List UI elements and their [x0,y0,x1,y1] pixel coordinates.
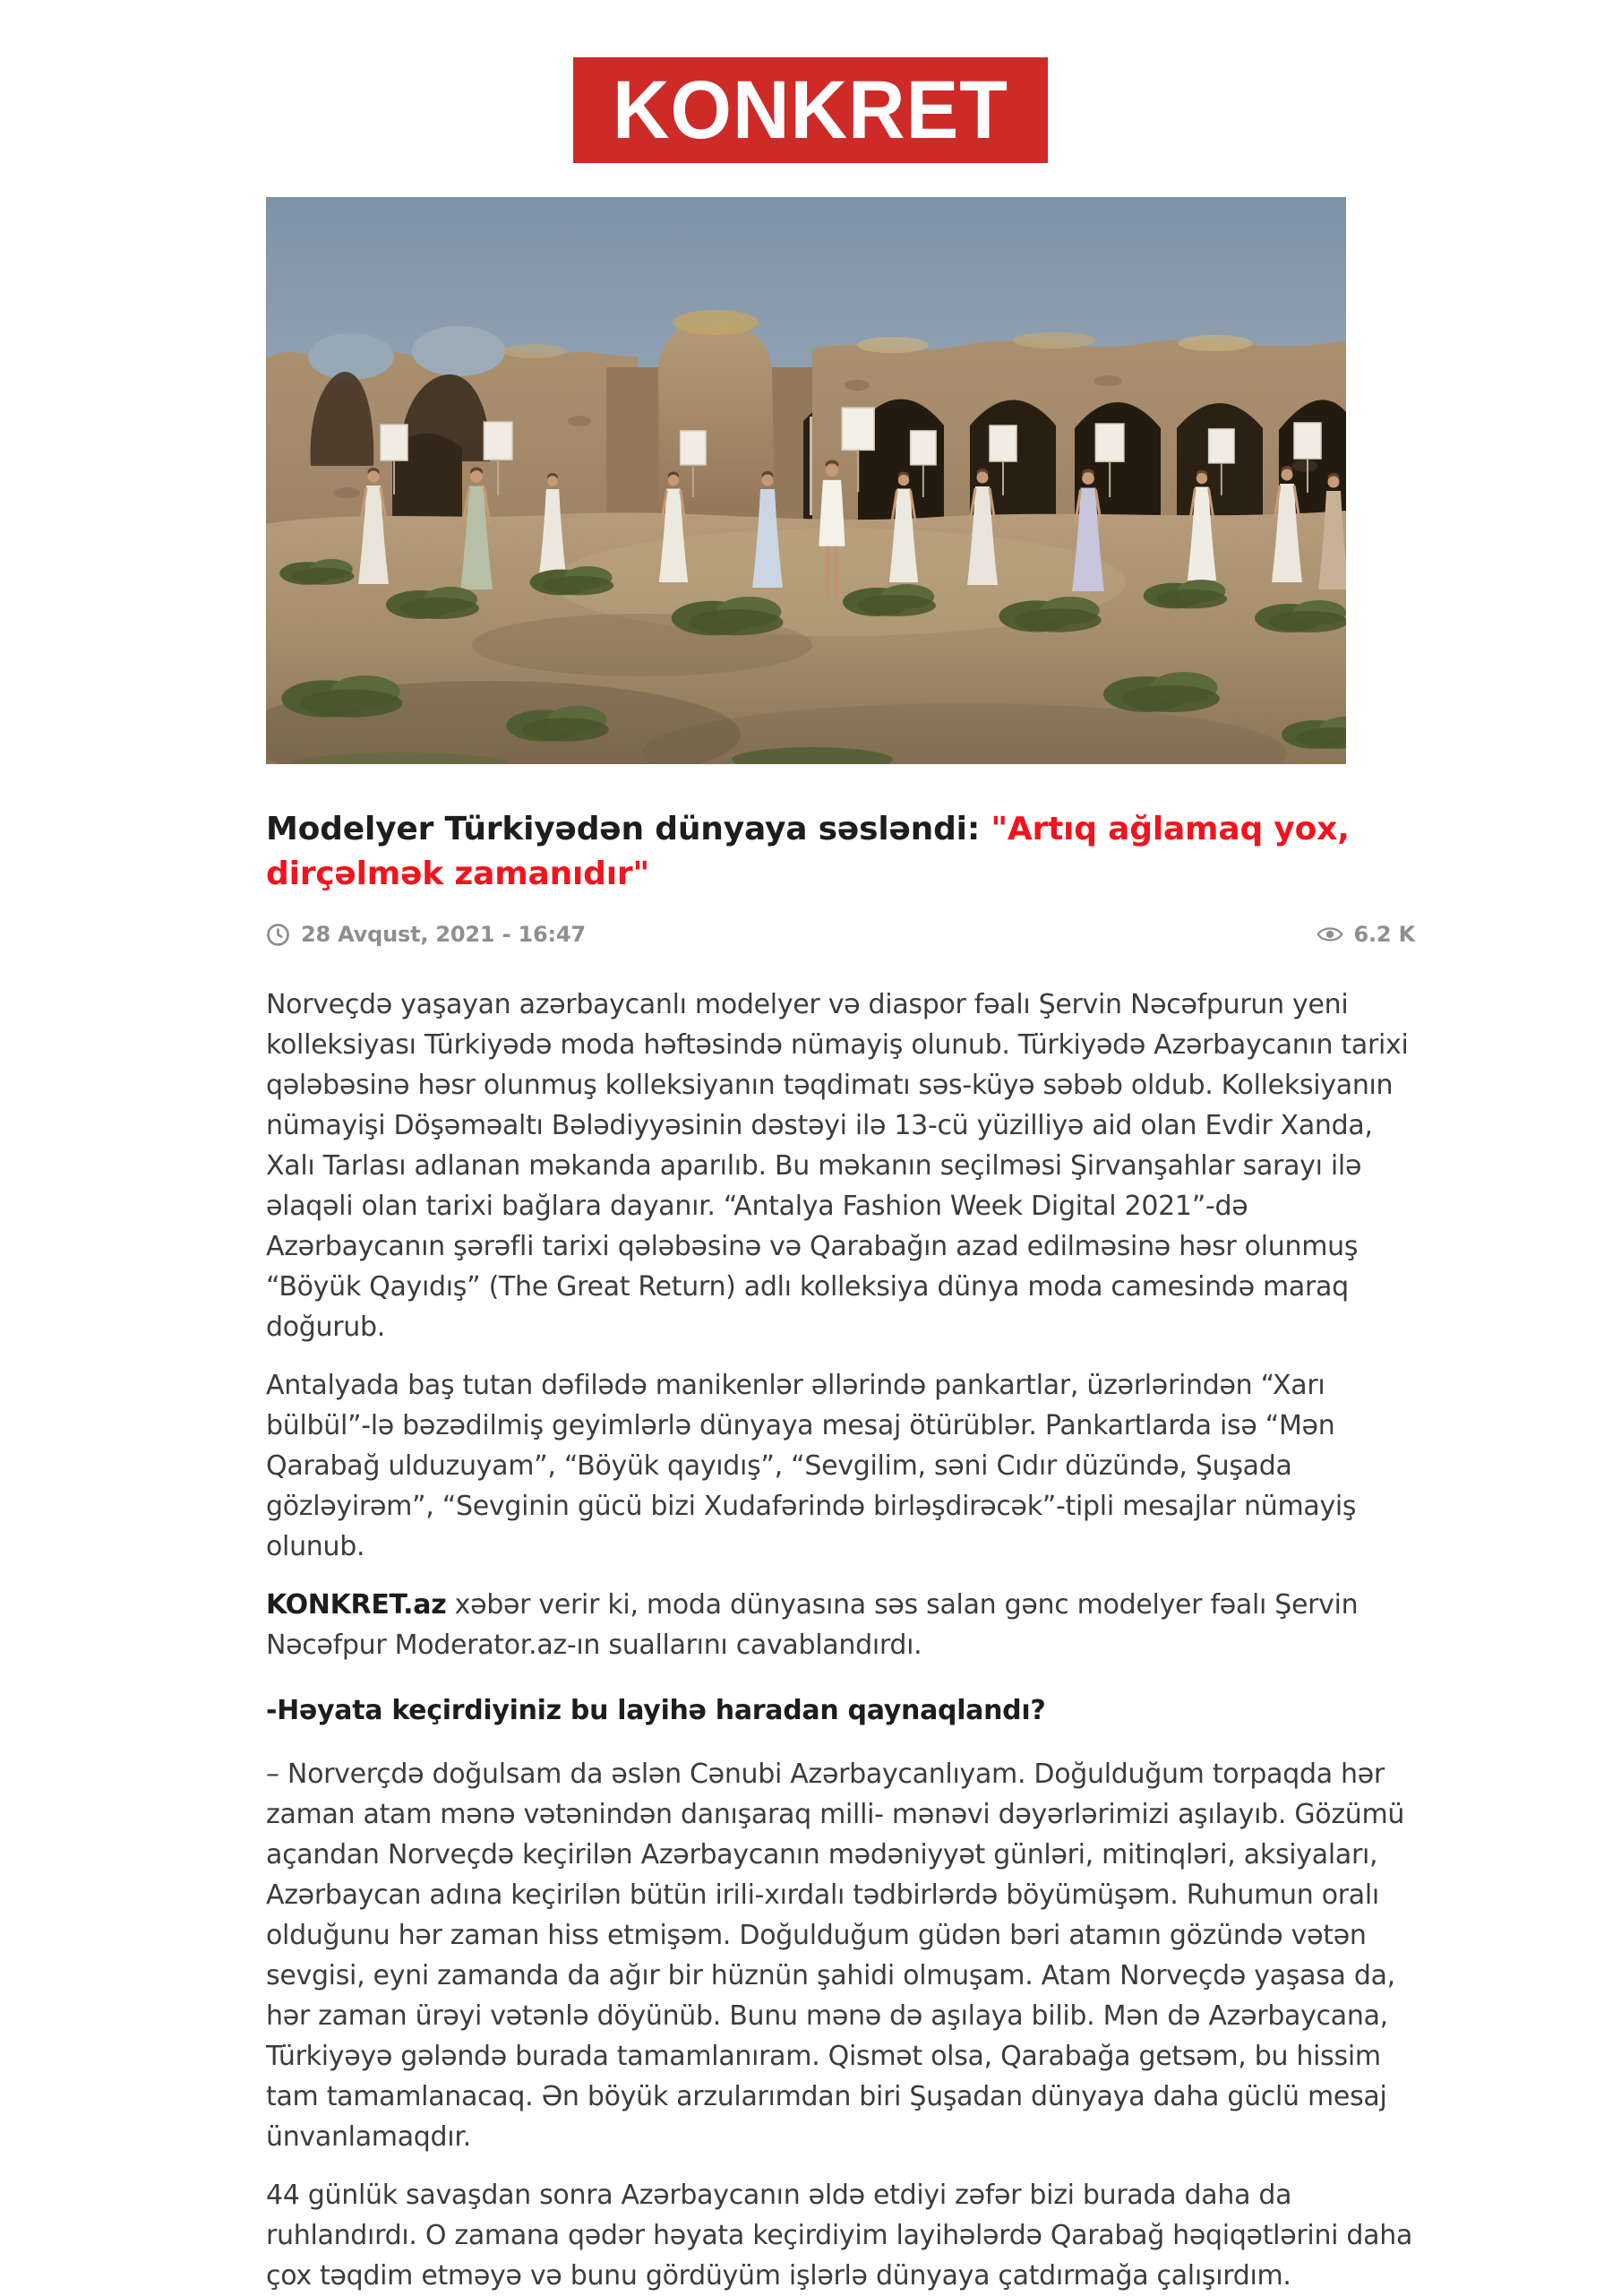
page-title [266,807,1377,897]
site-header [0,0,1621,163]
article-body [266,985,1415,2296]
clock-icon [266,923,290,947]
site-logo[interactable] [573,57,1048,163]
interview-question: -Həyata keçirdiyiniz bu layihə haradan qaynaqlandı? [266,1695,1046,1726]
paragraph-3 [266,1585,1415,1665]
article-meta [266,922,1415,947]
eye-icon [1317,924,1343,945]
article-hero-image [266,197,1346,764]
title-main-text: Modelyer Türkiyədən dünyaya səsləndi: [266,811,991,847]
paragraph-2: Antalyada baş tutan dəfilədə manikenlər əllərində pankartlar, üzərlərindən “Xarı bülbül”-lə bəzədilmiş geyimlərlə dünyaya mesaj ötürüblər. Pankartlarda isə “Mən Qarabağ ulduzuyam”, “Böyük qayıdış”, “Sevgilim, səni Cıdır düzündə, Şuşada gözləyirəm”, “Sevginin gücü bizi Xudafərində birləşdirəcək”-tipli mesajlar nümayiş olunub. [266,1370,1357,1562]
paragraph-3-text: xəbər verir ki, moda dünyasına səs salan gənc modelyer fəalı Şervin Nəcəfpur Moderator.az-ın suallarını cavablandırdı. [266,1589,1359,1661]
paragraph-1: Norveçdə yaşayan azərbaycanlı modelyer və diaspor fəalı Şervin Nəcəfpurun yeni kolleksiyası Türkiyədə moda həftəsində nümayiş olunub. Türkiyədə Azərbaycanın tarixi qələbəsinə həsr olunmuş kolleksiyanın təqdimatı səs-küyə səbəb oldub. Kolleksiyanın nümayişi Döşəməaltı Bələdiyyəsinin dəstəyi ilə 13-cü yüzilliyə aid olan Evdir Xanda, Xalı Tarlası adlanan məkanda aparılıb. Bu məkanın seçilməsi Şirvanşahlar sarayı ilə əlaqəli olan tarixi bağlara dayanır. “Antalya Fashion Week Digital 2021”-də Azərbaycanın şərəfli tarixi qələbəsinə və Qarabağın azad edilməsinə həsr olunmuş “Böyük Qayıdış” (The Great Return) adlı kolleksiya dünya moda camesində maraq doğurub. [266,989,1409,1343]
publish-date: 28 Avqust, 2021 - 16:47 [301,922,586,947]
views-wrap [1317,922,1415,947]
views-count: 6.2 K [1353,922,1415,947]
article-container [266,197,1415,2296]
logo-text: KONKRET [612,64,1009,156]
title-quote-text: "Artıq ağlamaq yox, dirçəlmək zamanıdır" [266,811,1350,892]
paragraph-4: – Norverçdə doğulsam da əslən Cənubi Azərbaycanlıyam. Doğulduğum torpaqda hər zaman atam mənə vətənindən danışaraq milli- mənəvi dəyərlərimizi aşılayıb. Gözümü açandan Norveçdə keçirilən Azərbaycanın mədəniyyət günləri, mitinqləri, aksiyaları, Azərbaycan adına keçirilən bütün irili-xırdalı tədbirlərdə böyümüşəm. Ruhumun oralı olduğunu hər zaman hiss etmişəm. Doğulduğum güdən bəri atamın gözündə vətən sevgisi, eyni zamanda da ağır bir hüznün şahidi olmuşam. Atam Norveçdə yaşasa da, hər zaman ürəyi vətənlə döyünüb. Bunu mənə də aşılaya bilib. Mən də Azərbaycana, Türkiyəyə gələndə burada tamamlanıram. Qismət olsa, Qarabağa getsəm, bu hissim tam tamamlanacaq. Ən böyük arzularımdan biri Şuşadan dünyaya daha güclü mesaj ünvanlamaqdır. [266,1759,1405,2153]
paragraph-5: 44 günlük savaşdan sonra Azərbaycanın əldə etdiyi zəfər bizi burada daha da ruhlandırdı. O zamana qədər həyata keçirdiyim layihələrdə Qarabağ həqiqətlərini daha çox təqdim etməyə və bunu gördüyüm işlərlə dünyaya çatdırmağa çalışırdım. [266,2180,1413,2292]
publish-date-wrap [266,922,586,947]
konkret-bold-lead: KONKRET.az [266,1589,447,1621]
hero-scene-svg [266,197,1346,764]
